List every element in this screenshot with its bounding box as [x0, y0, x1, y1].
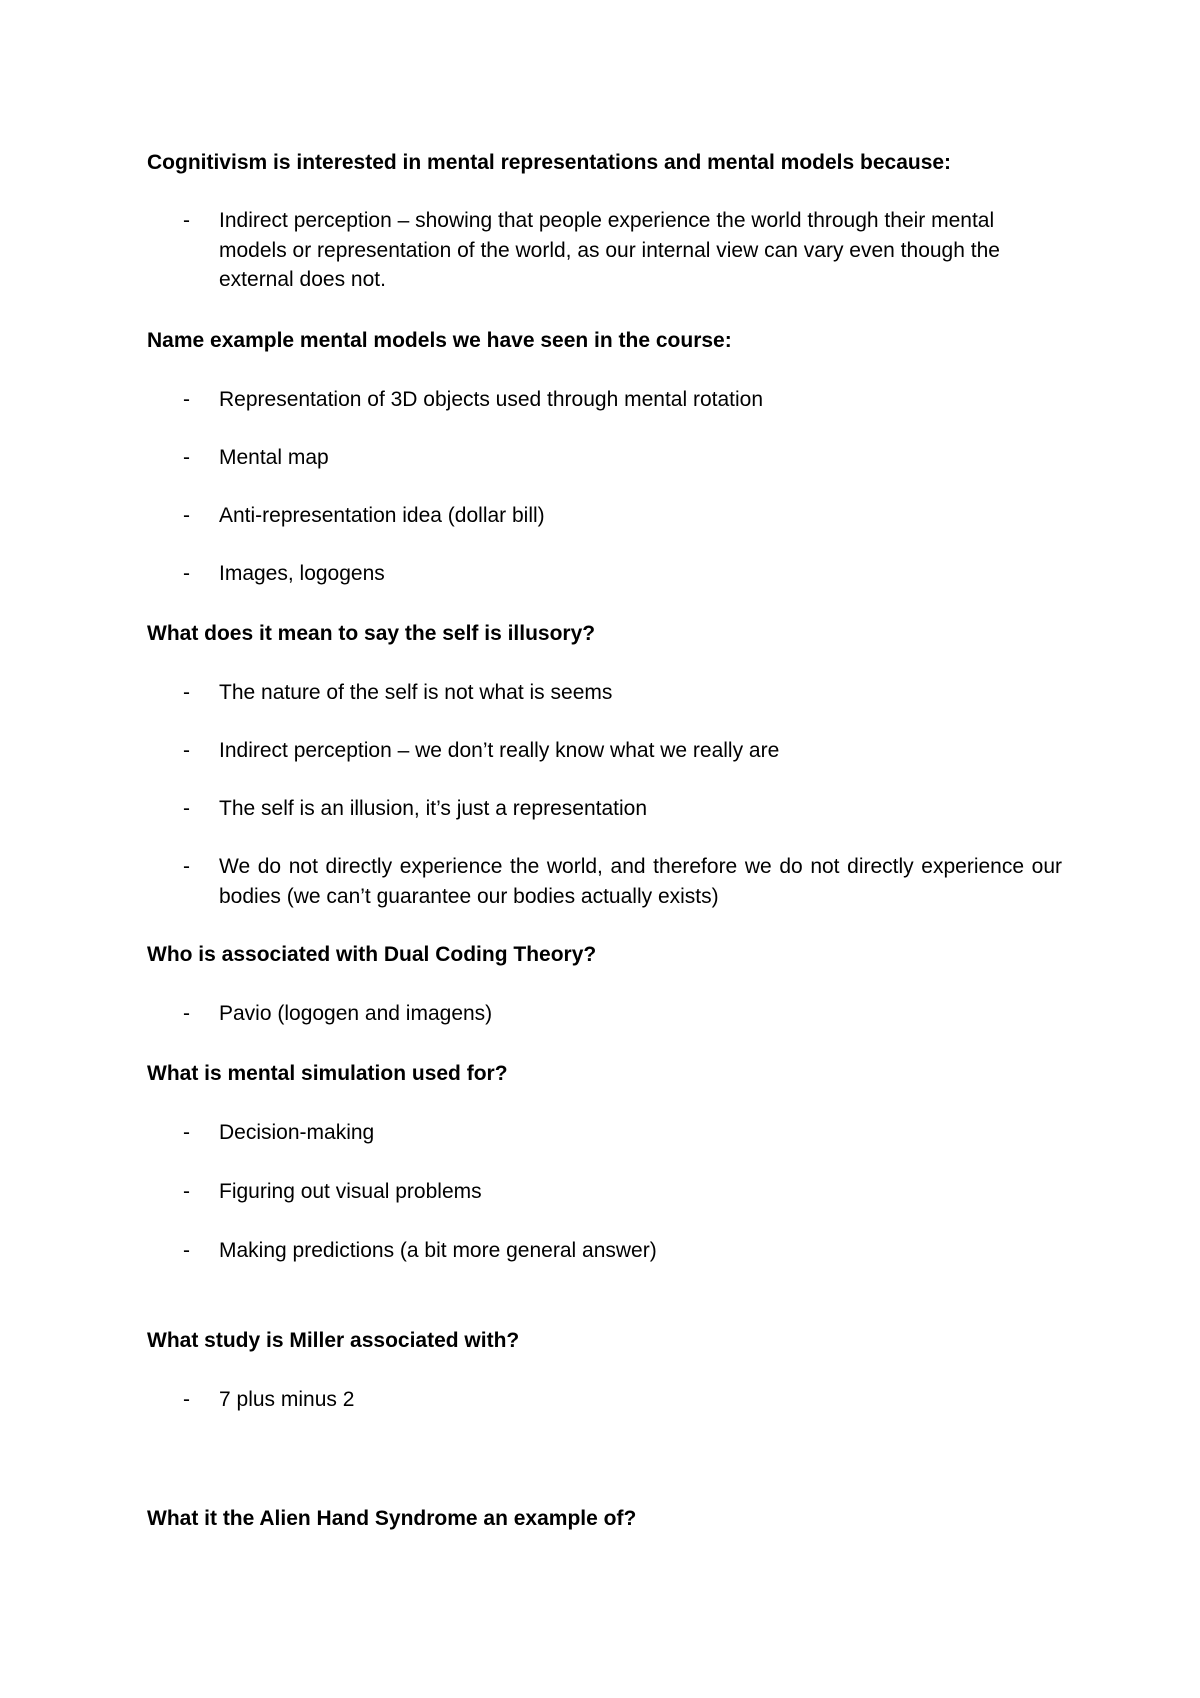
answer-item [147, 736, 1062, 766]
answer-item [147, 794, 1062, 824]
answer-text: Images, logogens [219, 562, 385, 585]
bullet-dash: - [183, 1388, 190, 1411]
bullet-dash: - [183, 739, 190, 762]
question-heading: What it the Alien Hand Syndrome an example of? [147, 1507, 637, 1530]
bullet-dash: - [183, 681, 190, 704]
answer-text: Mental map [219, 446, 329, 469]
answer-item [147, 999, 1062, 1029]
answer-item [147, 1236, 1062, 1266]
answer-text: Indirect perception – we don’t really know what we really are [219, 739, 780, 762]
answer-text: Representation of 3D objects used through mental rotation [219, 388, 764, 411]
answer-item [147, 206, 1062, 295]
question-heading: What does it mean to say the self is illusory? [147, 622, 596, 645]
bullet-dash: - [183, 797, 190, 820]
answer-text: We do not directly experience the world, and therefore we do not directly experience our bodies (we can’t guarantee our bodies actually exists) [219, 855, 1062, 908]
question-heading: Who is associated with Dual Coding Theory? [147, 943, 597, 966]
question-heading: Name example mental models we have seen in the course: [147, 329, 732, 352]
answer-item [147, 1177, 1062, 1207]
answer-item [147, 385, 1062, 415]
answer-text: 7 plus minus 2 [219, 1388, 355, 1411]
bullet-dash: - [183, 855, 190, 878]
answer-text: Indirect perception – showing that people experience the world through their mental models or representation of the world, as our internal view can vary even though the external does not. [219, 209, 1000, 291]
bullet-dash: - [183, 1239, 190, 1262]
answer-text: The self is an illusion, it’s just a representation [219, 797, 647, 820]
bullet-dash: - [183, 1121, 190, 1144]
bullet-dash: - [183, 562, 190, 585]
bullet-dash: - [183, 504, 190, 527]
bullet-dash: - [183, 209, 190, 232]
answer-text: Making predictions (a bit more general answer) [219, 1239, 657, 1262]
question-heading: What study is Miller associated with? [147, 1329, 520, 1352]
answer-item [147, 852, 1062, 911]
answer-item [147, 678, 1062, 708]
answer-text: Decision-making [219, 1121, 375, 1144]
bullet-dash: - [183, 446, 190, 469]
answer-item [147, 1118, 1062, 1148]
answer-item [147, 501, 1062, 531]
bullet-dash: - [183, 388, 190, 411]
bullet-dash: - [183, 1180, 190, 1203]
answer-item [147, 559, 1062, 589]
answer-text: Pavio (logogen and imagens) [219, 1002, 493, 1025]
question-heading: Cognitivism is interested in mental representations and mental models because: [147, 151, 952, 174]
answer-text: Anti-representation idea (dollar bill) [219, 504, 545, 527]
answer-text: The nature of the self is not what is seems [219, 681, 613, 704]
answer-item [147, 1385, 1062, 1415]
question-heading: What is mental simulation used for? [147, 1062, 508, 1085]
answer-text: Figuring out visual problems [219, 1180, 482, 1203]
answer-item [147, 443, 1062, 473]
bullet-dash: - [183, 1002, 190, 1025]
